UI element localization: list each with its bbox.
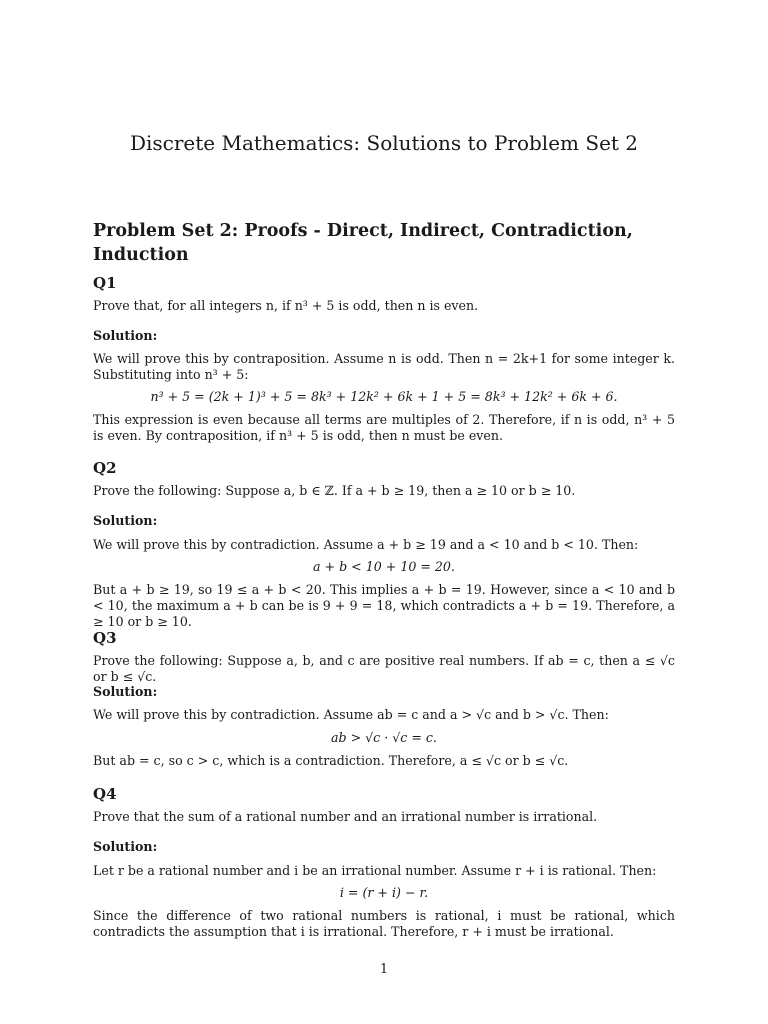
question-prompt-q3: Prove the following: Suppose a, b, and c are positive real numbers. If ab = c, then a ≤ √c or b ≤ √c. <box>93 653 675 684</box>
solution-intro-q3: We will prove this by contradiction. Assume ab = c and a > √c and b > √c. Then: <box>93 707 609 722</box>
solution-label-q3: Solution: <box>93 684 158 699</box>
equation-q4: i = (r + i) − r. <box>339 885 429 900</box>
document-title: Discrete Mathematics: Solutions to Problem Set 2 <box>129 131 639 155</box>
solution-intro-q2: We will prove this by contradiction. Assume a + b ≥ 19 and a < 10 and b < 10. Then: <box>93 537 639 552</box>
solution-label-q1: Solution: <box>93 328 158 343</box>
equation-q1: n³ + 5 = (2k + 1)³ + 5 = 8k³ + 12k² + 6k + 1 + 5 = 8k³ + 12k² + 6k + 6. <box>150 389 618 404</box>
equation-q2: a + b < 10 + 10 = 20. <box>313 559 455 574</box>
solution-end-q3: But ab = c, so c > c, which is a contradiction. Therefore, a ≤ √c or b ≤ √c. <box>93 753 569 768</box>
question-prompt-q2: Prove the following: Suppose a, b ∈ ℤ. If a + b ≥ 19, then a ≥ 10 or b ≥ 10. <box>93 483 576 498</box>
question-prompt-q1: Prove that, for all integers n, if n³ + 5 is odd, then n is even. <box>93 298 479 313</box>
solution-label-q4: Solution: <box>93 839 158 854</box>
equation-q3: ab > √c · √c = c. <box>331 730 437 745</box>
page-number: 1 <box>379 961 388 976</box>
solution-intro-q1: We will prove this by contraposition. Assume n is odd. Then n = 2k+1 for some integer k. Substituting into n³ + 5: <box>93 351 675 382</box>
problem-set-heading: Problem Set 2: Proofs - Direct, Indirect, Contradiction, Induction <box>93 221 633 265</box>
question-label-q1: Q1 <box>93 274 117 292</box>
question-label-q2: Q2 <box>93 459 117 477</box>
question-label-q3: Q3 <box>93 629 117 647</box>
question-prompt-q4: Prove that the sum of a rational number and an irrational number is irrational. <box>93 809 598 824</box>
solution-intro-q4: Let r be a rational number and i be an irrational number. Assume r + i is rational. Then: <box>93 863 657 878</box>
question-label-q4: Q4 <box>93 785 117 803</box>
solution-end-q1: This expression is even because all terms are multiples of 2. Therefore, if n is odd, n³ + 5 is even. By contraposition, if n³ + 5 is odd, then n must be even. <box>93 412 675 443</box>
solution-label-q2: Solution: <box>93 513 158 528</box>
solution-end-q2: But a + b ≥ 19, so 19 ≤ a + b < 20. This implies a + b = 19. However, since a < 10 and b < 10, the maximum a + b can be is 9 + 9 = 18, which contradicts a + b = 19. Therefore, a ≥ 10 or b ≥ 10. <box>93 582 675 629</box>
solution-end-q4: Since the difference of two rational numbers is rational, i must be rational, which contradicts the assumption that i is irrational. Therefore, r + i must be irrational. <box>93 908 675 939</box>
